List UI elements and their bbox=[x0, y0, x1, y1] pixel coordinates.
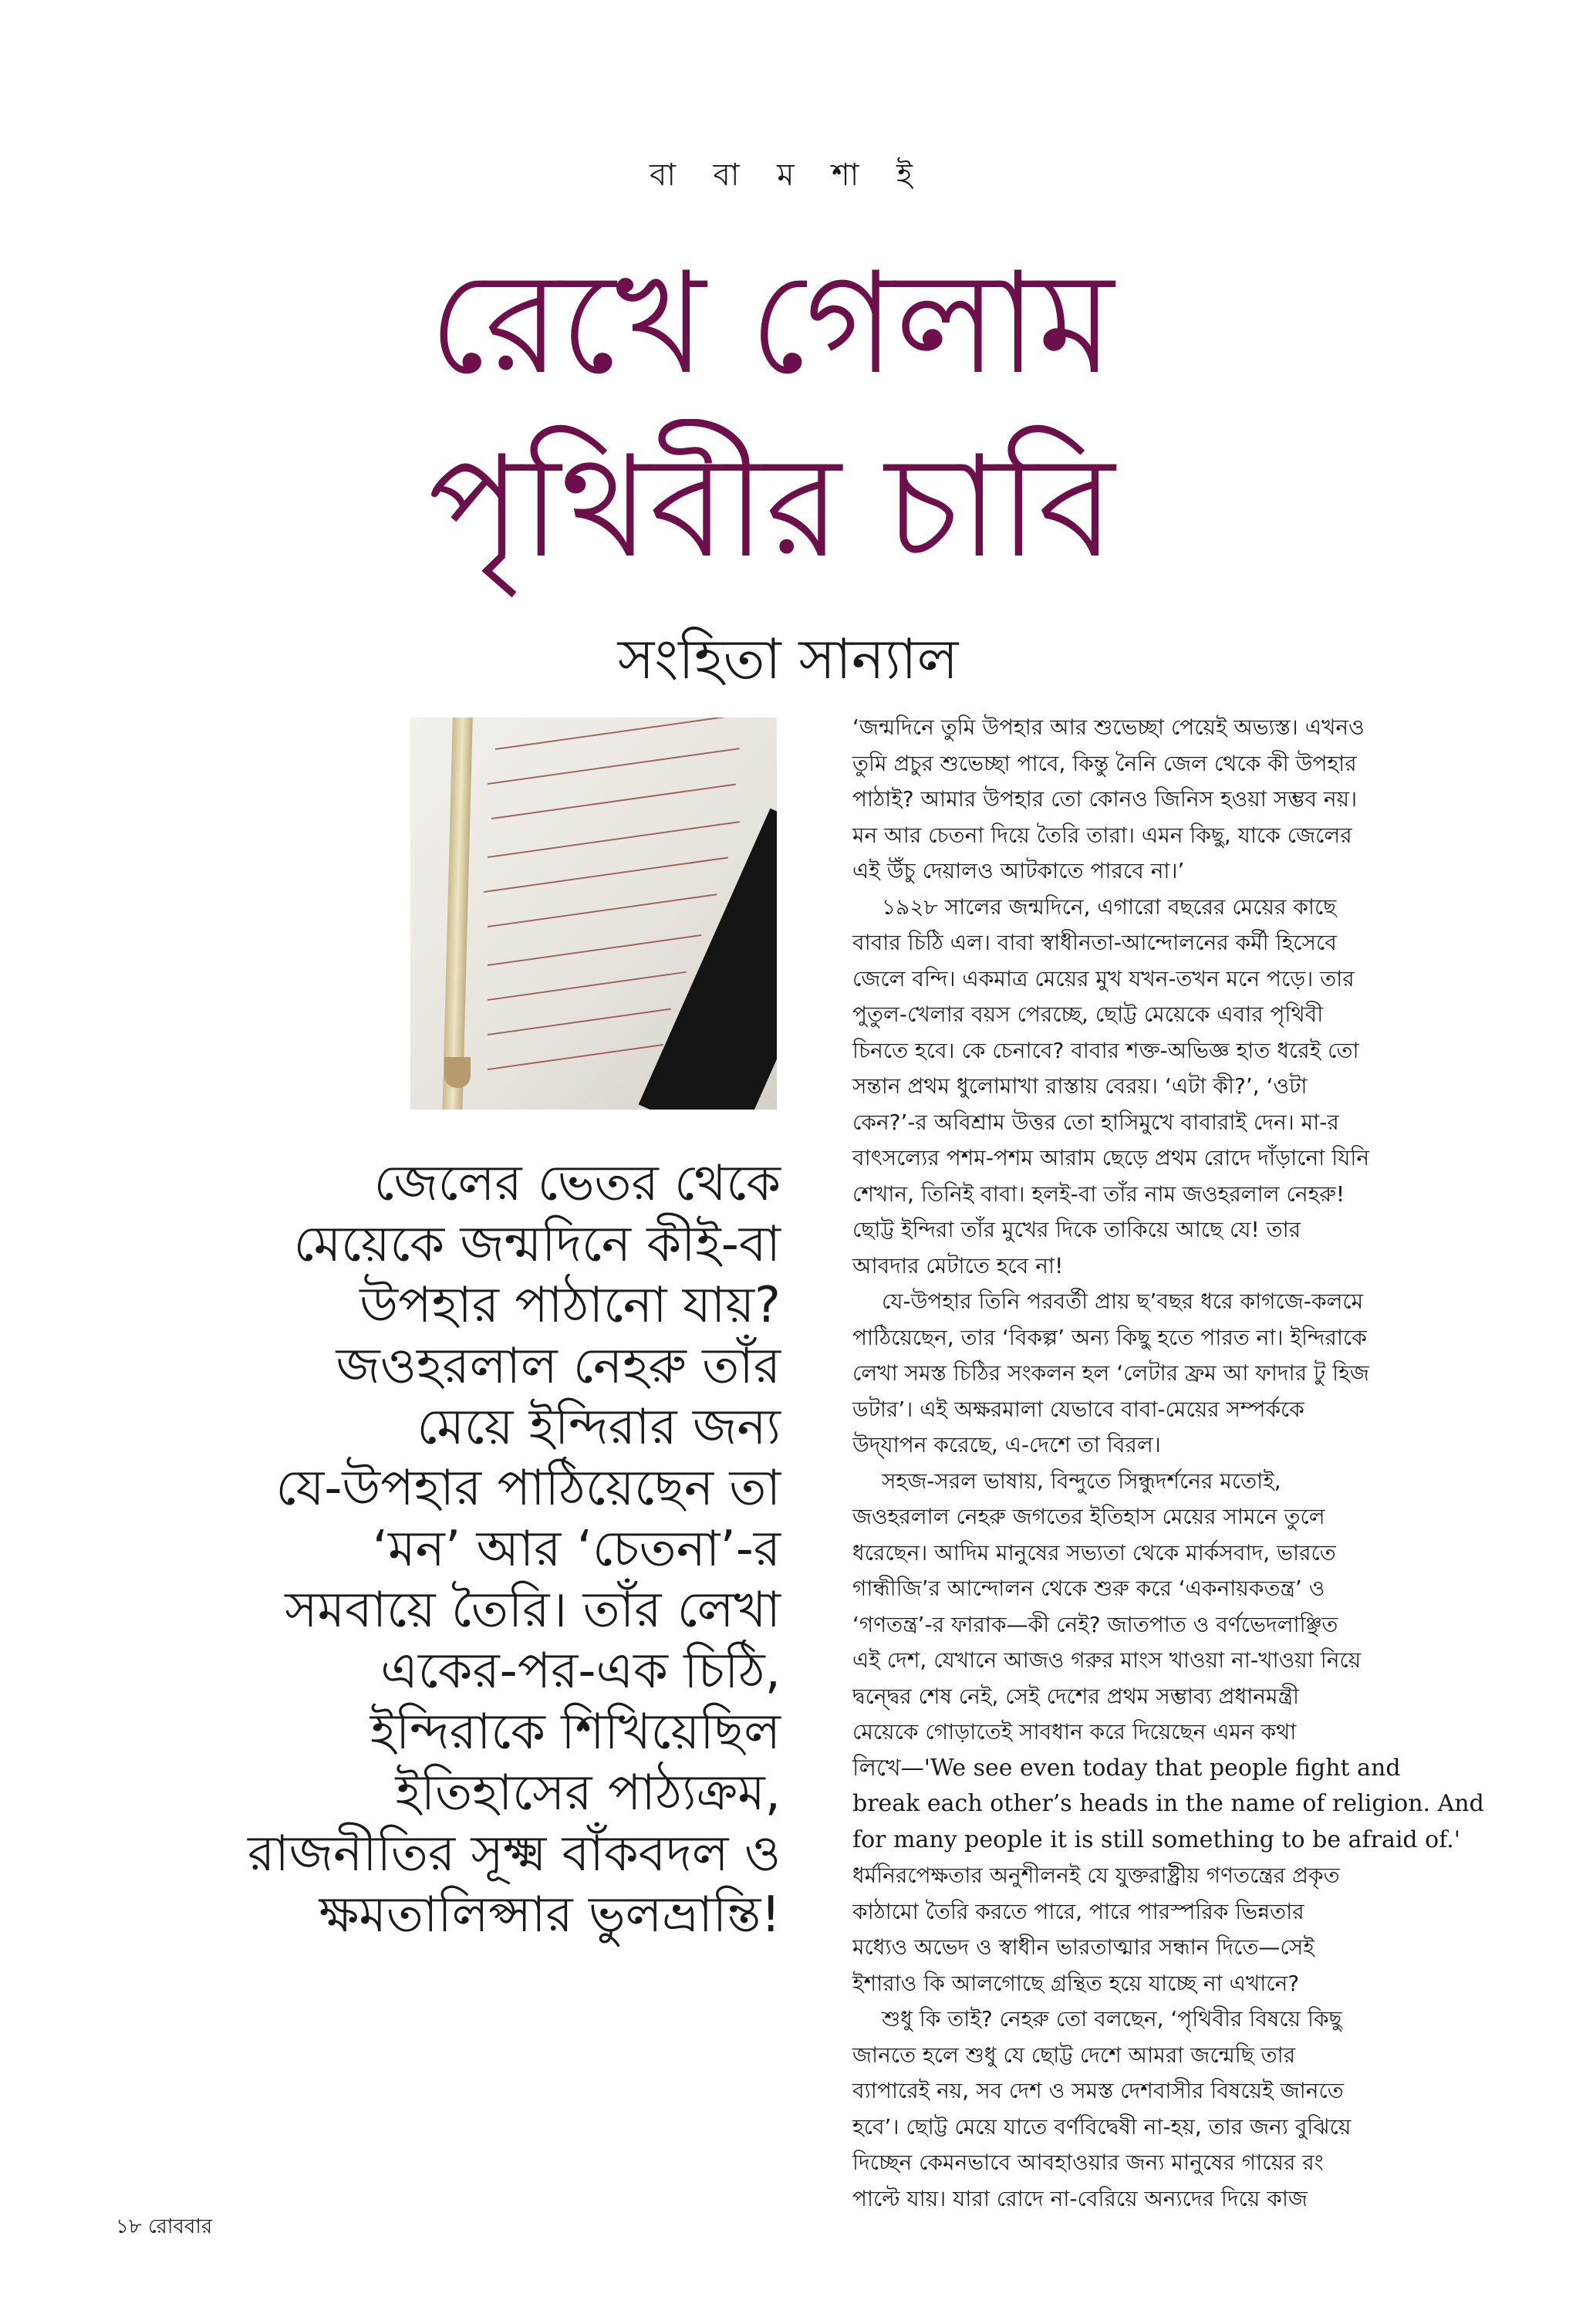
body-line: ধরেছেন। আদিম মানুষের সভ্যতা থেকে মার্কসবাদ, ভারতে bbox=[852, 1539, 1336, 1566]
body-line: বাবার চিঠি এল। বাবা স্বাধীনতা-আন্দোলনের কর্মী হিসেবে bbox=[852, 930, 1337, 955]
body-line: ডটার’। এই অক্ষরমালা যেভাবে বাবা-মেয়ের সম্পর্ককে bbox=[852, 1396, 1304, 1422]
letter-photo bbox=[410, 718, 777, 1110]
body-line: জেলে বন্দি। একমাত্র মেয়ের মুখ যখন-তখন মনে পড়ে। তার bbox=[852, 965, 1355, 991]
pull-quote-line: জওহরলাল নেহরু তাঁর bbox=[336, 1338, 781, 1395]
body-line: জওহরলাল নেহরু জগতের ইতিহাস মেয়ের সামনে তুলে bbox=[852, 1504, 1325, 1529]
page-footer: ১৮ রোববার bbox=[116, 2215, 213, 2238]
body-line: break each other’s heads in the name of religion. And bbox=[852, 1790, 1484, 1817]
body-line: পুতুল-খেলার বয়স পেরচ্ছে, ছোট্ট মেয়েকে এবার পৃথিবী bbox=[852, 1002, 1324, 1027]
body-line: পাঠাই? আমার উপহার তো কোনও জিনিস হওয়া সম্ভব নয়। bbox=[852, 786, 1358, 812]
pull-quote-line: একের-পর-এক চিঠি, bbox=[380, 1643, 781, 1700]
pull-quote-line: সমবায়ে তৈরি। তাঁর লেখা bbox=[285, 1582, 781, 1639]
body-line: এই উঁচু দেয়ালও আটকাতে পারবে না।’ bbox=[852, 858, 1185, 883]
body-line: গান্ধীজি’র আন্দোলন থেকে শুরু করে ‘একনায়কতন্ত্র’ ও bbox=[852, 1576, 1325, 1601]
article-body bbox=[852, 710, 1493, 2217]
body-line: এই দেশ, যেখানে আজও গরুর মাংস খাওয়া না-খাওয়া নিয়ে bbox=[852, 1647, 1362, 1673]
body-line: মেয়েকে গোড়াতেই সাবধান করে দিয়েছেন এমন কথা bbox=[852, 1719, 1297, 1745]
body-line: পাল্টে যায়। যারা রোদে না-বেরিয়ে অন্যদের দিয়ে কাজ bbox=[852, 2185, 1308, 2211]
body-line: বাৎসল্যের পশম-পশম আরাম ছেড়ে প্রথম রোদে দাঁড়ানো যিনি bbox=[852, 1145, 1370, 1170]
body-line: মধ্যেও অভেদ ও স্বাধীন ভারতাত্মার সন্ধান দিতে—সেই bbox=[852, 1934, 1314, 1960]
body-line: মন আর চেতনা দিয়ে তৈরি তারা। এমন কিছু, যাকে জেলের bbox=[852, 822, 1352, 848]
pull-quote-line: যে-উপহার পাঠিয়েছেন তা bbox=[275, 1460, 781, 1517]
article-title bbox=[0, 231, 1576, 599]
body-line: ১৯২৮ সালের জন্মদিনে, এগারো বছরের মেয়ের কাছে bbox=[882, 893, 1337, 920]
body-line: কেন?’-র অবিশ্রাম উত্তর তো হাসিমুখে বাবারাই দেন। মা-র bbox=[852, 1109, 1339, 1135]
body-line: কাঠামো তৈরি করতে পারে, পারে পারস্পরিক ভিন্নতার bbox=[852, 1898, 1304, 1924]
body-line: জানতে হলে শুধু যে ছোট্ট দেশে আমরা জন্মেছি তার bbox=[852, 2042, 1296, 2068]
body-line: সন্তান প্রথম ধুলোমাখা রাস্তায় বেরয়। ‘এটা কী?’, ‘ওটা bbox=[852, 1073, 1308, 1099]
body-line: পাঠিয়েছেন, তার ‘বিকল্প’ অন্য কিছু হতে পারত না। ইন্দিরাকে bbox=[852, 1324, 1367, 1350]
body-line: ‘গণতন্ত্র’-র ফারাক—কী নেই? জাতপাত ও বর্ণভেদলাঞ্ছিত bbox=[852, 1611, 1338, 1637]
body-line: আবদার মেটাতে হবে না! bbox=[852, 1252, 1064, 1279]
pull-quote-line: ‘মন’ আর ‘চেতনা’-র bbox=[372, 1521, 781, 1578]
body-line: ‘জন্মদিনে তুমি উপহার আর শুভেচ্ছা পেয়েই অভ্যস্ত। এখনও bbox=[852, 714, 1365, 740]
body-line: for many people it is still something to be afraid of.' bbox=[852, 1826, 1461, 1853]
body-line: দ্বন্দ্বের শেষ নেই, সেই দেশের প্রথম সম্ভাব্য প্রধানমন্ত্রী bbox=[852, 1683, 1300, 1709]
pull-quote-line: মেয়ে ইন্দিরার জন্য bbox=[417, 1399, 781, 1456]
pen-tip bbox=[444, 1057, 471, 1088]
author-byline: সংহিতা সান্যাল bbox=[617, 627, 959, 691]
pull-quote-line: মেয়েকে জন্মদিনে কীই-বা bbox=[293, 1216, 781, 1273]
body-line: শেখান, তিনিই বাবা। হলই-বা তাঁর নাম জওহরলাল নেহরু! bbox=[852, 1181, 1345, 1207]
body-line: ছোট্ট ইন্দিরা তাঁর মুখের দিকে তাকিয়ে আছে যে! তার bbox=[852, 1217, 1301, 1242]
pull-quote-line: জেলের ভেতর থেকে bbox=[373, 1155, 781, 1212]
title-line-2: পৃথিবীর চাবি bbox=[427, 425, 1115, 589]
pull-quote-line: ইন্দিরাকে শিখিয়েছিল bbox=[370, 1704, 781, 1761]
pull-quote-line: ইতিহাসের পাঠ্যক্রম, bbox=[395, 1765, 781, 1822]
body-line: সহজ-সরল ভাষায়, বিন্দুতে সিন্ধুদর্শনের মতোই, bbox=[882, 1468, 1281, 1494]
pull-quote-line: ক্ষমতালিপ্সার ভুলভ্রান্তি! bbox=[319, 1887, 781, 1944]
pull-quote bbox=[116, 1154, 781, 1946]
body-line: লেখা সমস্ত চিঠির সংকলন হল ‘লেটার ফ্রম আ ফাদার টু হিজ bbox=[852, 1360, 1369, 1386]
body-line: ধর্মনিরপেক্ষতার অনুশীলনই যে যুক্তরাষ্ট্রীয় গণতন্ত্রের প্রকৃত bbox=[852, 1863, 1340, 1888]
body-line: উদ্‌যাপন করেছে, এ-দেশে তা বিরল। bbox=[852, 1432, 1161, 1458]
body-line: ইশারাও কি আলগোছে গ্রন্থিত হয়ে যাচ্ছে না এখানে? bbox=[852, 1970, 1300, 1996]
body-line: লিখে—'We see even today that people fight and bbox=[852, 1754, 1401, 1782]
pull-quote-line: উপহার পাঠানো যায়? bbox=[359, 1277, 781, 1334]
body-line: চিনতে হবে। কে চেনাবে? বাবার শক্ত-অভিজ্ঞ হাত ধরেই তো bbox=[852, 1037, 1359, 1063]
body-line: তুমি প্রচুর শুভেচ্ছা পাবে, কিন্তু নৈনি জেল থেকে কী উপহার bbox=[852, 750, 1357, 776]
section-kicker: বা বা ম শা ই bbox=[650, 157, 926, 193]
pull-quote-line: রাজনীতির সূক্ষ্ম বাঁকবদল ও bbox=[248, 1826, 781, 1883]
body-line: যে-উপহার তিনি পরবর্তী প্রায় ছ’বছর ধরে কাগজে-কলমে bbox=[882, 1289, 1364, 1314]
body-line: শুধু কি তাই? নেহরু তো বলছেন, ‘পৃথিবীর বিষয়ে কিছু bbox=[882, 2006, 1342, 2032]
body-line: ব্যাপারেই নয়, সব দেশ ও সমস্ত দেশবাসীর বিষয়েই জানতে bbox=[852, 2078, 1344, 2103]
title-line-1: রেখে গেলাম bbox=[429, 242, 1114, 405]
body-line: দিচ্ছেন কেমনভাবে আবহাওয়ার জন্য মানুষের গায়ের রং bbox=[852, 2150, 1324, 2175]
body-line: হবে’। ছোট্ট মেয়ে যাতে বর্ণবিদ্বেষী না-হয়, তার জন্য বুঝিয়ে bbox=[852, 2113, 1352, 2140]
